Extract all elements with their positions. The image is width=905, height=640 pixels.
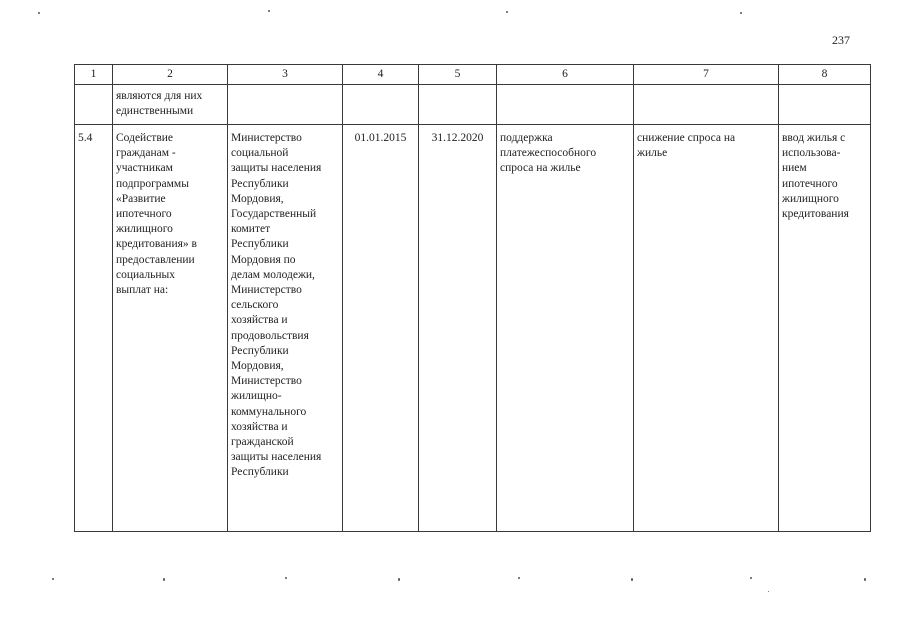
- table-row: [75, 125, 871, 532]
- page-number: 237: [832, 33, 850, 47]
- column-number: 4: [343, 65, 419, 85]
- table-cell: [228, 85, 343, 125]
- consequences-cell: снижение спроса на жилье: [634, 125, 779, 532]
- scan-speck: [285, 577, 287, 579]
- table-cell: [634, 85, 779, 125]
- table-cell: [497, 85, 634, 125]
- scan-speck: [163, 578, 165, 581]
- table-cell: [419, 85, 497, 125]
- indicator-cell: ввод жилья с использова- нием ипотечного жилищного кредитования: [779, 125, 871, 532]
- measure-name-cell: Содействие гражданам - участникам подпрограммы «Развитие ипотечного жилищного кредитования» в предоставлении социальных выплат на:: [113, 125, 228, 532]
- program-measures-table: [74, 64, 871, 532]
- scan-speck: [750, 577, 752, 579]
- scan-speck: [38, 12, 40, 14]
- executors-cell: Министерство социальной защиты населения Республики Мордовия, Государственный комитет Республики Мордовия по делам молодежи, Министерство сельского хозяйства и продовольствия Республики Мордовия, Министерство жилищно- коммунального хозяйства и гражданской защиты населения Республики: [228, 125, 343, 532]
- column-number-row: [75, 65, 871, 85]
- expected-result-cell: поддержка платежеспособного спроса на жилье: [497, 125, 634, 532]
- scan-speck: [740, 12, 742, 14]
- column-number: 2: [113, 65, 228, 85]
- scan-speck: [631, 578, 633, 581]
- row-number: 5.4: [75, 125, 113, 532]
- column-number: 8: [779, 65, 871, 85]
- table-cell: [75, 85, 113, 125]
- table-cell: являются для них единственными: [113, 85, 228, 125]
- end-date-cell: 31.12.2020: [419, 125, 497, 532]
- table-cell: [779, 85, 871, 125]
- table-cell: [343, 85, 419, 125]
- scan-speck: [506, 11, 508, 13]
- column-number: 3: [228, 65, 343, 85]
- scan-speck: [268, 10, 270, 12]
- column-number: 7: [634, 65, 779, 85]
- column-number: 6: [497, 65, 634, 85]
- column-number: 5: [419, 65, 497, 85]
- column-number: 1: [75, 65, 113, 85]
- scan-speck: [398, 578, 400, 581]
- scan-speck: [864, 578, 866, 581]
- scan-speck: [52, 578, 54, 580]
- continuation-row: [75, 85, 871, 125]
- scan-speck: [518, 577, 520, 579]
- scan-speck: [768, 591, 769, 592]
- start-date-cell: 01.01.2015: [343, 125, 419, 532]
